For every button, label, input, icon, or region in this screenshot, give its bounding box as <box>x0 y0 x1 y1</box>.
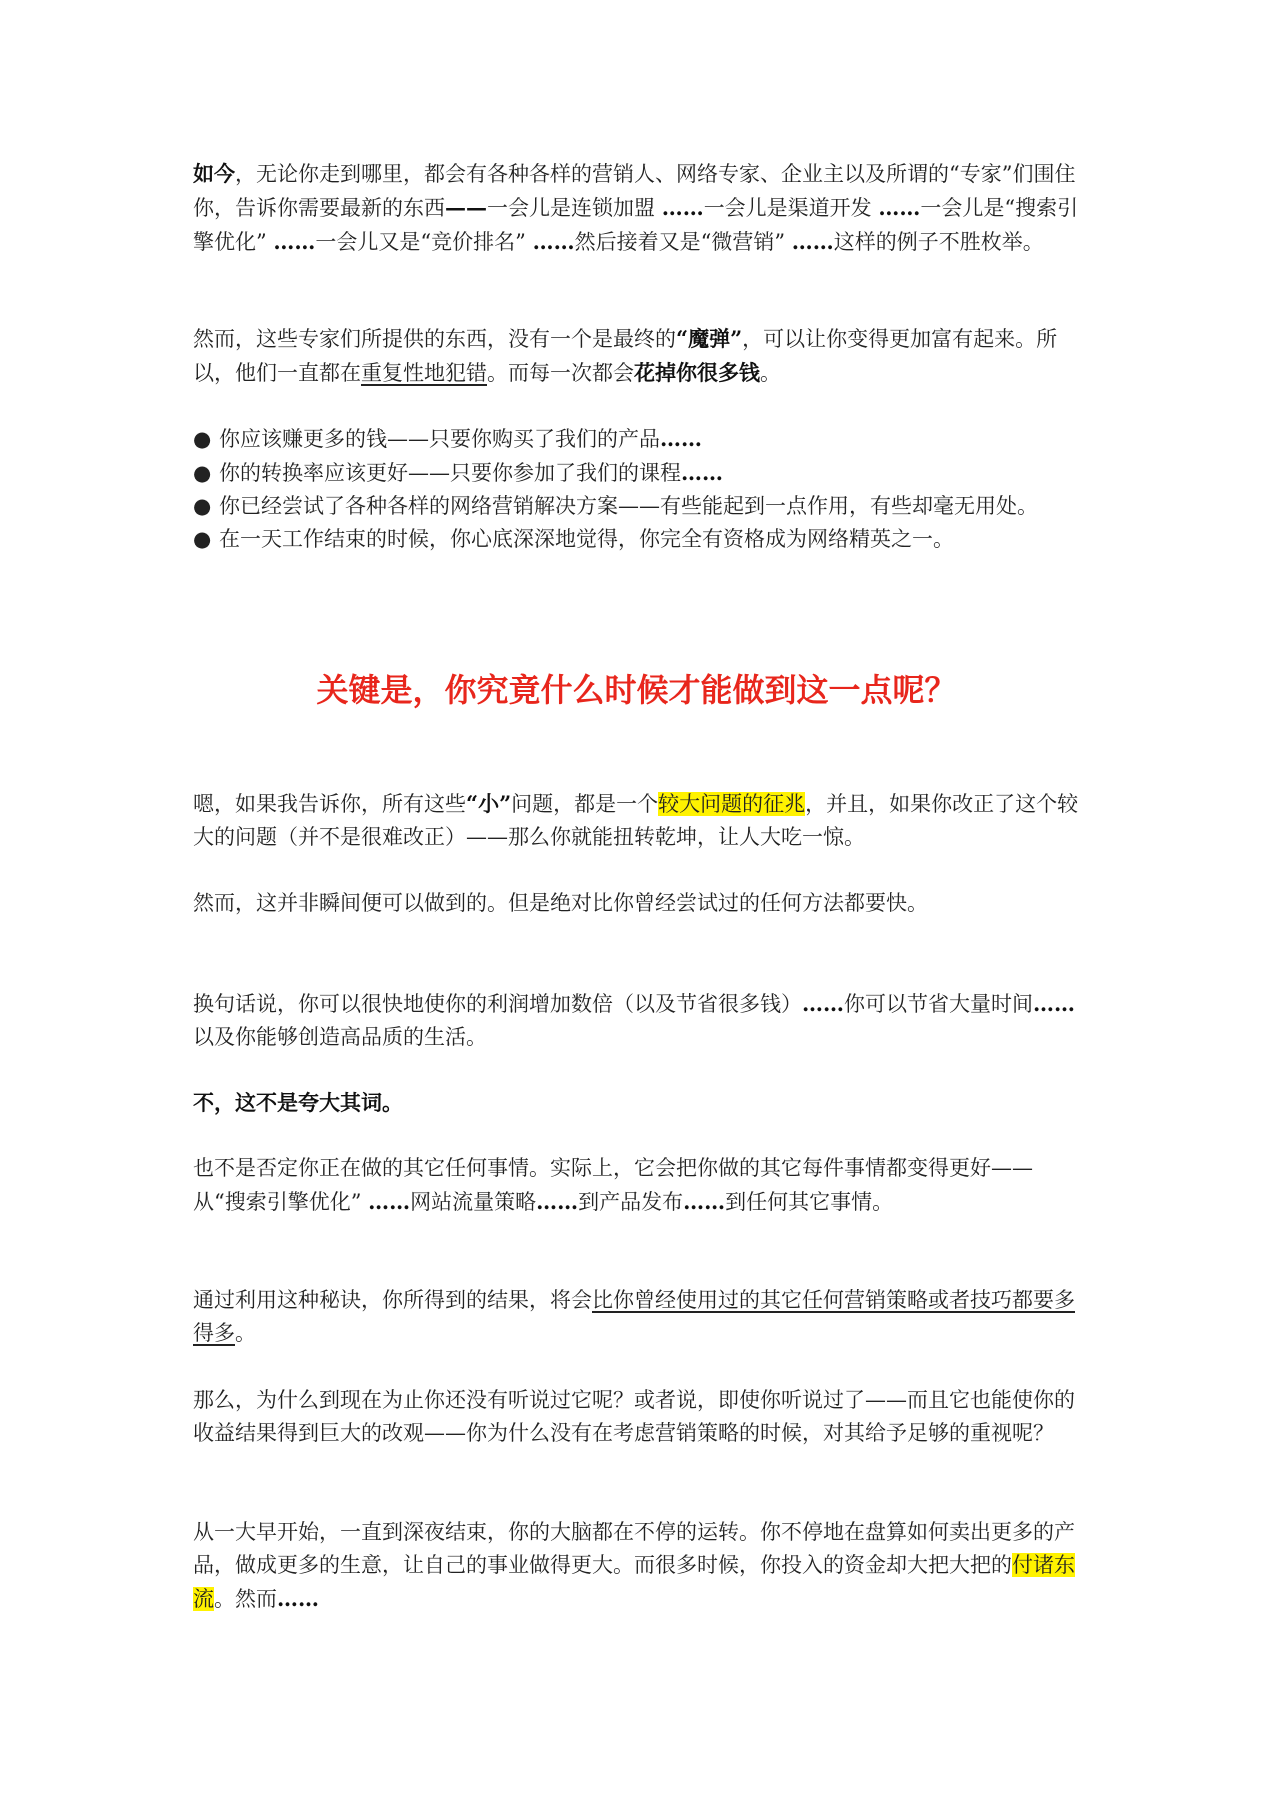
not-denying-text-4: 到任何其它事情。 <box>725 1190 894 1214</box>
intro-lead-bold: 如今 <box>193 161 235 186</box>
brain-running-paragraph <box>193 1516 1085 1616</box>
in-other-words-paragraph <box>193 987 1085 1054</box>
magic-bullet-bold: “魔弹” <box>676 326 743 351</box>
bullet-text: 你的转换率应该更好——只要你参加了我们的课程 <box>219 461 681 485</box>
other-words-ellipsis-1: …… <box>802 991 844 1016</box>
intro-text-5: 一会儿又是“竞价排名” <box>315 230 533 254</box>
secret-paragraph <box>193 1284 1085 1350</box>
experts-text-4: 。 <box>760 361 781 385</box>
intro-paragraph <box>193 157 1085 259</box>
other-words-text-1: 换句话说，你可以很快地使你的利润增加数倍（以及节省很多钱） <box>193 992 802 1016</box>
no-exaggeration-paragraph: 不，这不是夸大其词。 <box>193 1090 403 1115</box>
experts-paragraph <box>193 322 1085 390</box>
bullet-ellipsis: …… <box>681 460 723 485</box>
secret-text-2: 。 <box>235 1321 256 1345</box>
secret-text-1: 通过利用这种秘诀，你所得到的结果，将会 <box>193 1288 592 1312</box>
intro-ellipsis-1: …… <box>661 195 704 220</box>
not-instant-paragraph: 然而，这并非瞬间便可以做到的。但是绝对比你曾经尝试过的任何方法都要快。 <box>193 891 928 915</box>
intro-ellipsis-4: …… <box>532 229 575 254</box>
bullet-item <box>193 422 1085 456</box>
intro-text-7: 这样的例子不胜枚举。 <box>833 230 1044 254</box>
bigger-problem-highlight: 较大问题的征兆 <box>658 792 806 816</box>
key-question-heading: 关键是，你究竟什么时候才能做到这一点呢？ <box>316 671 957 709</box>
intro-text-4: 一会儿是“搜索引擎优化” <box>193 196 1079 254</box>
intro-ellipsis-3: …… <box>273 229 316 254</box>
intro-ellipsis-5: …… <box>791 229 834 254</box>
wasted-money-highlight: 付诸东流 <box>193 1553 1075 1611</box>
more-results-underline: 比你曾经使用过的其它任何营销策略或者技巧都要多得多 <box>193 1288 1075 1345</box>
bullet-text: 你应该赚更多的钱——只要你购买了我们的产品 <box>219 427 660 451</box>
bullet-text: 在一天工作结束的时候，你心底深深地觉得，你完全有资格成为网络精英之一。 <box>219 527 954 551</box>
bullet-list <box>193 422 1085 556</box>
intro-dash: —— <box>445 195 487 220</box>
other-words-ellipsis-2: …… <box>1033 991 1075 1016</box>
spend-money-bold: 花掉你很多钱 <box>634 360 760 385</box>
not-denying-ellipsis-3: …… <box>683 1189 726 1214</box>
brain-text-2: 。然而 <box>214 1587 277 1611</box>
other-words-text-3: 以及你能够创造高品质的生活。 <box>193 1025 487 1049</box>
bullet-text: 你已经尝试了各种各样的网络营销解决方案——有些能起到一点作用，有些却毫无用处。 <box>219 494 1038 518</box>
problem-text-3: ，并且，如果你改正了这个较大的问题（并不是很难改正）——那么你就能扭转乾坤，让人大吃一惊。 <box>193 792 1079 849</box>
problem-paragraph <box>193 787 1085 854</box>
problem-text-1: 嗯，如果我告诉你，所有这些 <box>193 792 466 816</box>
intro-ellipsis-2: …… <box>878 195 921 220</box>
bullet-ellipsis: …… <box>660 426 702 451</box>
not-denying-paragraph <box>193 1152 1085 1219</box>
not-denying-text-2: 网站流量策略 <box>410 1190 537 1214</box>
not-denying-ellipsis-2: …… <box>536 1189 579 1214</box>
not-denying-text-3: 到产品发布 <box>578 1190 684 1214</box>
bullet-dot-icon: ● <box>193 527 212 551</box>
intro-text-6: 然后接着又是“微营销” <box>574 230 792 254</box>
not-denying-text-1: 也不是否定你正在做的其它任何事情。实际上，它会把你做的其它每件事情都变得更好——从“搜索引擎优化” <box>193 1156 1033 1214</box>
repeat-mistake-underline: 重复性地犯错 <box>361 361 487 385</box>
brain-ellipsis: …… <box>277 1586 319 1611</box>
experts-text-3: 。而每一次都会 <box>487 361 634 385</box>
bullet-item <box>193 456 1085 490</box>
intro-text-1: ，无论你走到哪里，都会有各种各样的营销人、网络专家、企业主以及所谓的“专家”们围住你，告诉你需要最新的东西 <box>193 162 1076 220</box>
intro-text-3: 一会儿是渠道开发 <box>703 196 879 220</box>
bullet-dot-icon: ● <box>193 427 212 451</box>
bullet-dot-icon: ● <box>193 461 212 485</box>
other-words-text-2: 你可以节省大量时间 <box>844 992 1033 1016</box>
experts-text-1: 然而，这些专家们所提供的东西，没有一个是最终的 <box>193 327 676 351</box>
small-bold: “小” <box>466 791 512 816</box>
not-denying-ellipsis-1: …… <box>368 1189 411 1214</box>
intro-text-2: 一会儿是连锁加盟 <box>487 196 662 220</box>
experts-text-2: ，可以让你变得更加富有起来。所以，他们一直都在 <box>193 327 1058 385</box>
bullet-dot-icon: ● <box>193 494 212 518</box>
bullet-item <box>193 490 1085 523</box>
problem-text-2: 问题，都是一个 <box>511 792 659 816</box>
bullet-item <box>193 523 1085 556</box>
why-not-heard-paragraph: 那么，为什么到现在为止你还没有听说过它呢？或者说，即使你听说过了——而且它也能使你的收益结果得到巨大的改观——你为什么没有在考虑营销策略的时候，对其给予足够的重视呢？ <box>193 1388 1075 1445</box>
brain-text-1: 从一大早开始，一直到深夜结束，你的大脑都在不停的运转。你不停地在盘算如何卖出更多的产品，做成更多的生意，让自己的事业做得更大。而很多时候，你投入的资金却大把大把的 <box>193 1520 1075 1577</box>
